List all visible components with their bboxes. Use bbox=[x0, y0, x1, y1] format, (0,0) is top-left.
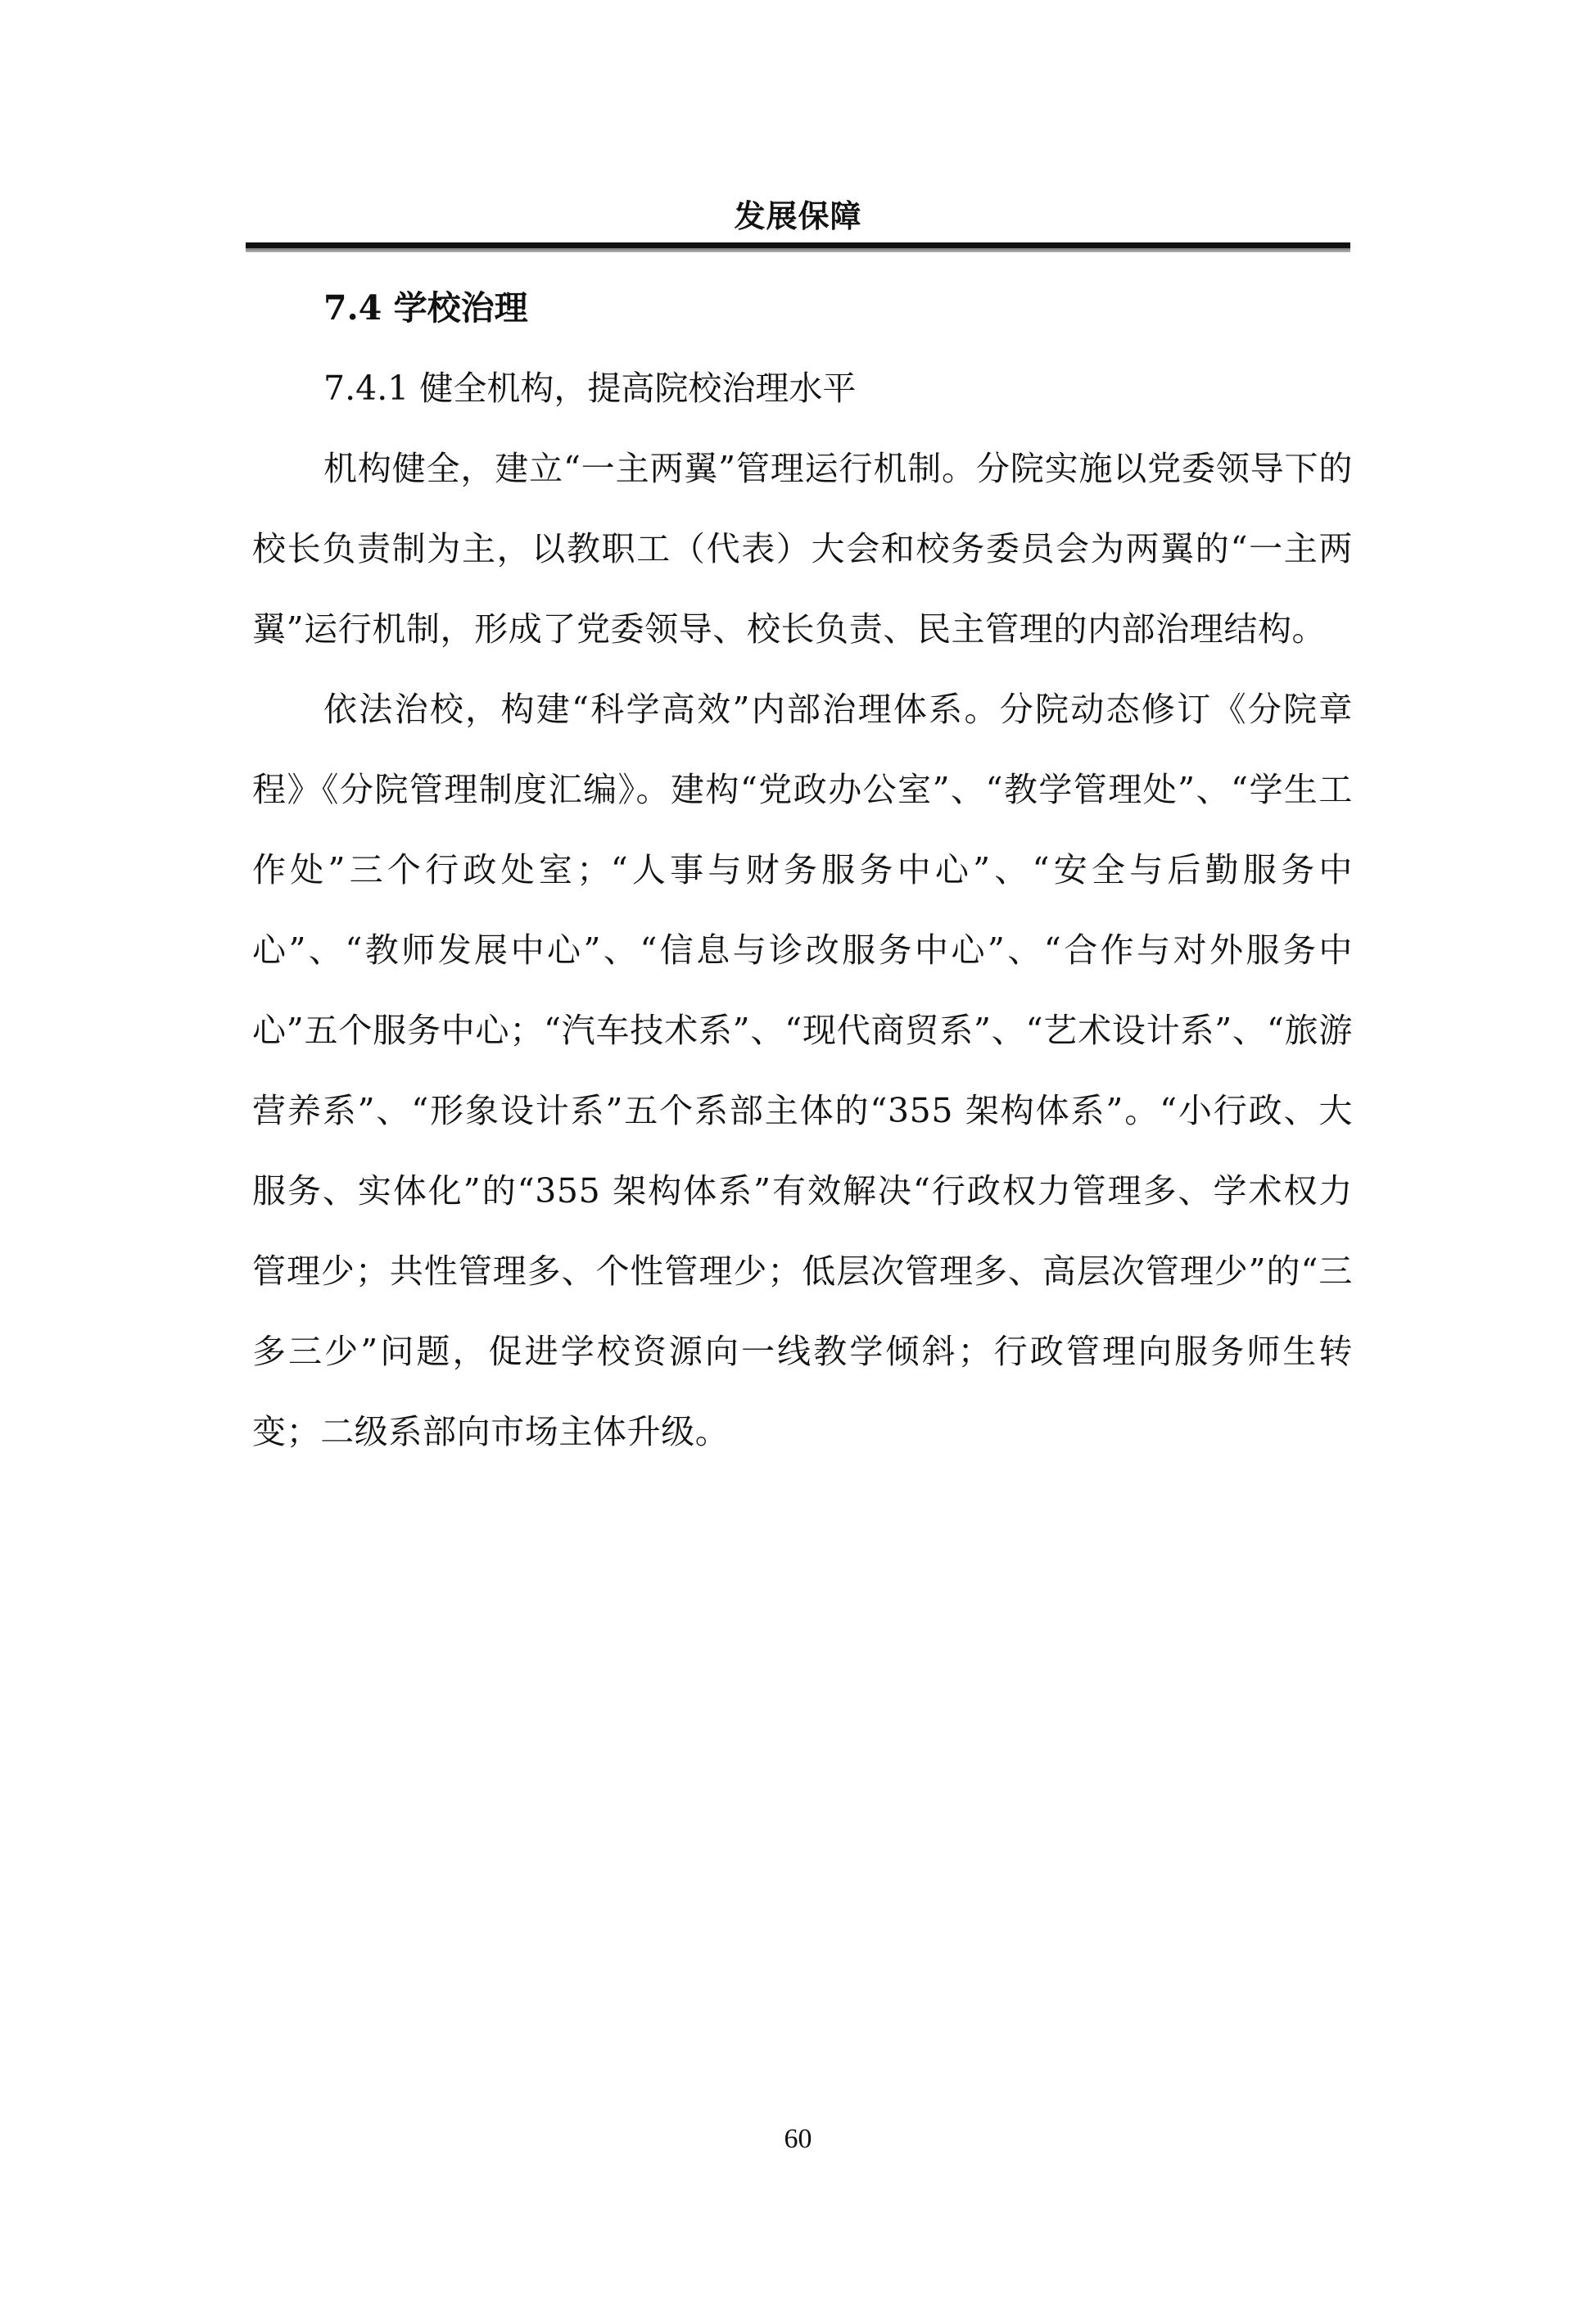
body-paragraph-2: 依法治校，构建“科学高效”内部治理体系。分院动态修订《分院章程》《分院管理制度汇编》。建构“党政办公室”、“教学管理处”、“学生工作处”三个行政处室；“人事与财务服务中心”、“安全与后勤服务中心”、“教师发展中心”、“信息与诊改服务中心”、“合作与对外服务中心”五个服务中心；“汽车技术系”、“现代商贸系”、“艺术设计系”、“旅游营养系”、“形象设计系”五个系部主体的“355 架构体系”。“小行政、大服务、实体化”的“355 架构体系”有效解决“行政权力管理多、学术权力管理少；共性管理多、个性管理少；低层次管理多、高层次管理少”的“三多三少”问题，促进学校资源向一线教学倾斜；行政管理向服务师生转变；二级系部向市场主体升级。 bbox=[252, 690, 1353, 1451]
sub-heading: 7.4.1 健全机构，提高院校治理水平 bbox=[323, 369, 857, 408]
page-number: 60 bbox=[784, 2124, 812, 2154]
section-heading: 7.4 学校治理 bbox=[323, 288, 528, 328]
running-header-title: 发展保障 bbox=[734, 198, 862, 234]
header-rule bbox=[246, 242, 1350, 252]
body-paragraph-1: 机构健全，建立“一主两翼”管理运行机制。分院实施以党委领导下的校长负责制为主，以教职工（代表）大会和校务委员会为两翼的“一主两翼”运行机制，形成了党委领导、校长负责、民主管理的内部治理结构。 bbox=[252, 449, 1353, 649]
page-body bbox=[252, 283, 1353, 1472]
